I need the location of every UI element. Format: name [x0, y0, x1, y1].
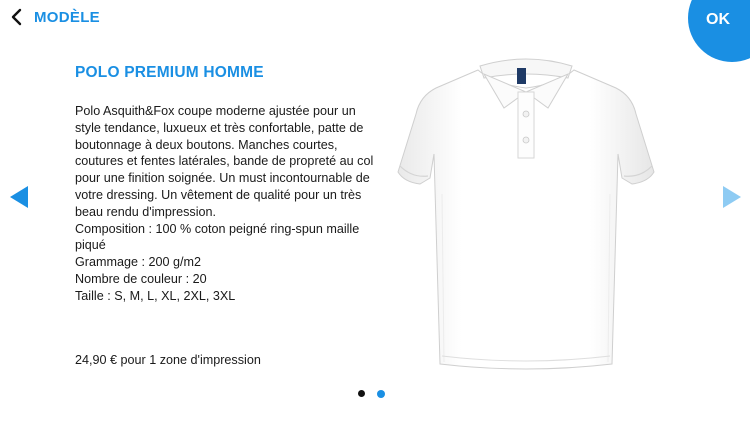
price-text: 24,90 € pour 1 zone d'impression — [75, 353, 261, 367]
product-description — [75, 103, 380, 305]
composition-line: Composition : 100 % coton peigné ring-spun maille piqué — [75, 221, 360, 253]
header — [0, 0, 750, 36]
chevron-left-icon — [10, 8, 24, 26]
ok-label: OK — [706, 11, 730, 28]
back-label: MODÈLE — [34, 8, 100, 26]
product-title: POLO PREMIUM HOMME — [75, 64, 264, 81]
ok-button[interactable] — [688, 0, 750, 62]
description-paragraph: Polo Asquith&Fox coupe moderne ajustée pour un style tendance, luxueux et très confortable, patte de boutonnage à deux boutons. Manches courtes, coutures et fentes latérales, bande de propreté au col pour une finition soignée. Un must incontournable de votre dressing. Un vêtement de qualité pour un très beau rendu d'impression. — [75, 104, 374, 219]
next-arrow-button[interactable] — [722, 185, 742, 209]
size-line: Taille : S, M, L, XL, 2XL, 3XL — [75, 288, 236, 303]
previous-arrow-button[interactable] — [9, 185, 29, 209]
back-button[interactable] — [10, 5, 100, 29]
page-dot[interactable] — [358, 390, 365, 397]
color-count-line: Nombre de couleur : 20 — [75, 271, 207, 286]
polo-shirt-image — [396, 44, 656, 374]
page-indicator — [358, 390, 385, 398]
page-dot-active[interactable] — [377, 390, 385, 398]
weight-line: Grammage : 200 g/m2 — [75, 255, 201, 270]
